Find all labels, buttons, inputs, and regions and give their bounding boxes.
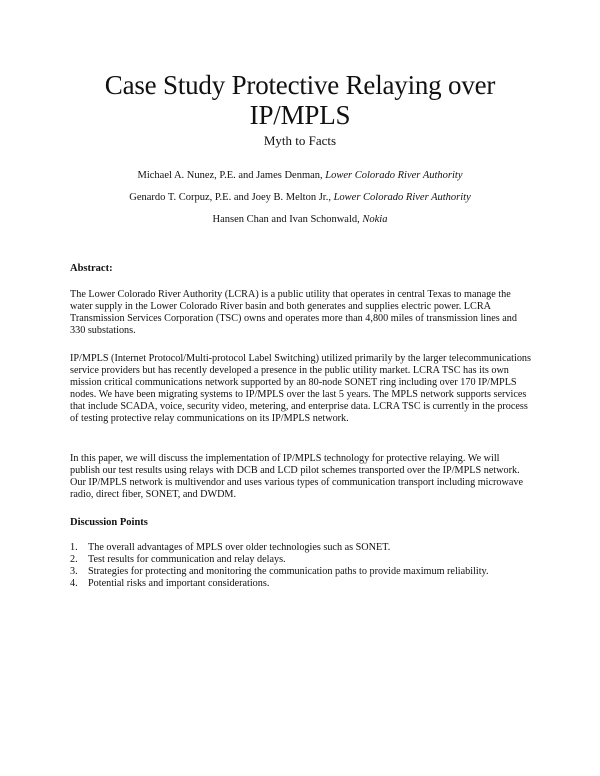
abstract-paragraph-2: IP/MPLS (Internet Protocol/Multi-protocol Label Switching) utilized primarily by the larger telecommunications service providers but has recently developed a presence in the public utility market. LCRA TSC has its own mission critical communications network supported by an 80-node SONET ring including over 170 IP/MPLS nodes. We have been migrating systems to IP/MPLS over the last 5 years. The MPLS network supports services that include SCADA, voice, security video, metering, and enterprise data. LCRA TSC is currently in the process of testing protective relay communications on its IP/MPLS network. [70,353,531,424]
paper-title-line-1: Case Study Protective Relaying over [104,70,496,100]
list-item-number: 1. [70,542,78,553]
author-names: Hansen Chan and Ivan Schonwald, [212,214,363,225]
list-item-text: Test results for communication and relay delays. [88,554,286,565]
author-affiliation: Lower Colorado River Authority [325,170,463,181]
paper-title-line-2: IP/MPLS [249,100,351,130]
discussion-heading: Discussion Points [70,517,148,528]
author-affiliation: Lower Colorado River Authority [333,192,471,203]
paper-title [0,70,600,130]
list-item [70,542,550,554]
list-item-text: Potential risks and important considerations. [88,578,270,589]
list-item [70,578,550,590]
list-item [70,566,550,578]
paper-subtitle: Myth to Facts [263,133,337,148]
author-line-3 [0,214,600,225]
author-line-2 [0,192,600,203]
list-item-number: 3. [70,566,78,577]
author-line-1 [0,170,600,181]
author-names: Michael A. Nunez, P.E. and James Denman, [137,170,326,181]
list-item [70,554,550,566]
abstract-heading: Abstract: [70,263,113,274]
abstract-paragraph-1: The Lower Colorado River Authority (LCRA) is a public utility that operates in central Texas to manage the water supply in the Lower Colorado River basin and both generates and supplies electric power. LCRA Transmission Services Corporation (TSC) owns and operates more than 4,800 miles of transmission lines and 330 substations. [70,289,517,336]
list-item-text: Strategies for protecting and monitoring the communication paths to provide maximum reliability. [88,566,489,577]
list-item-number: 2. [70,554,78,565]
discussion-points-list [70,542,550,590]
abstract-paragraph-3: In this paper, we will discuss the implementation of IP/MPLS technology for protective relaying. We will publish our test results using relays with DCB and LCD pilot schemes transported over the IP/MPLS network. Our IP/MPLS network is multivendor and uses various types of communication transport including microwave radio, direct fiber, SONET, and DWDM. [70,453,523,500]
author-affiliation: Nokia [362,214,388,225]
list-item-text: The overall advantages of MPLS over older technologies such as SONET. [88,542,391,553]
list-item-number: 4. [70,578,78,589]
author-names: Genardo T. Corpuz, P.E. and Joey B. Melton Jr., [129,192,334,203]
